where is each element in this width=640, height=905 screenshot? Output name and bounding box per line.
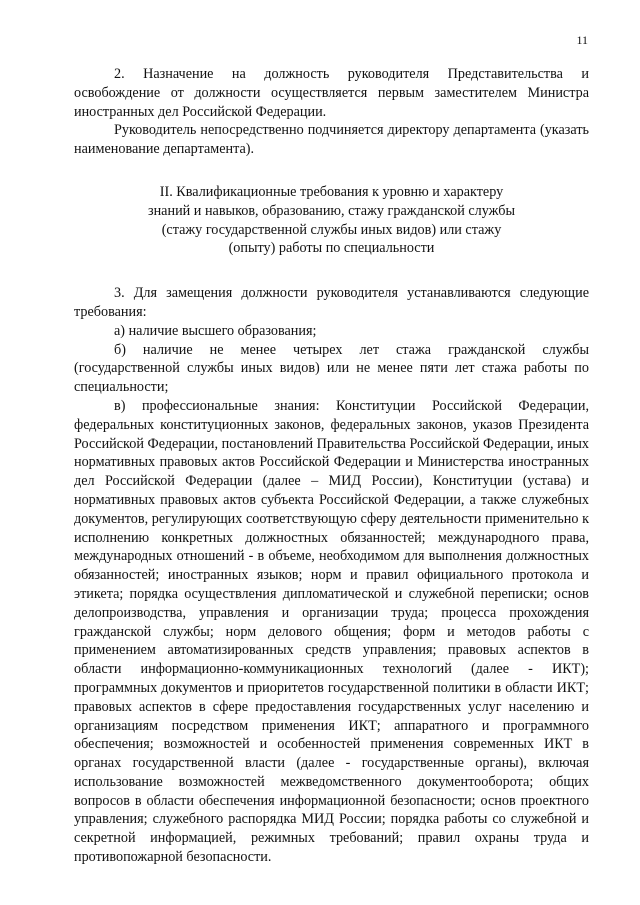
paragraph-requirement-c: в) профессиональные знания: Конституции Российской Федерации, федеральных конституционных законов, федеральных законов, указов Президента Российской Федерации, постановлений Правительства Российской Федерации, иных нормативных правовых актов Российской Федерации и Министерства иностранных дел Российской Федерации (далее – МИД России), Конституции (устава) и нормативных правовых актов субъекта Российской Федерации, а также служебных документов, регулирующих соответствующую сферу деятельности применительно к исполнению конкретных должностных обязанностей; международного права, международных отношений - в объеме, необходимом для выполнения должностных обязанностей; иностранных языков; норм и правил официального протокола и этикета; порядка осуществления дипломатической и служебной переписки; основ делопроизводства, управления и организации труда; процесса прохождения гражданской службы; норм делового общения; форм и методов работы с применением автоматизированных средств управления; правовых аспектов в области информационно-коммуникационных технологий (далее - ИКТ); программных документов и приоритетов государственной политики в области ИКТ; правовых аспектов в сфере предоставления государственных услуг населению и организациям посредством применения ИКТ; аппаратного и программного обеспечения; возможностей и особенностей применения современных ИКТ в органах государственной власти (далее - государственные органы), включая использование возможностей межведомственного документооборота; общих вопросов в области обеспечения информационной безопасности; основ проектного управления; служебного распорядка МИД России; порядка работы со служебной и секретной информацией, режимных требований; правил охраны труда и противопожарной безопасности.	[74, 397, 589, 866]
paragraph-requirement-a: а) наличие высшего образования;	[114, 322, 317, 339]
paragraph-subordination: Руководитель непосредственно подчиняется директору департамента (указать наименование департамента).	[74, 122, 589, 158]
section-heading-line: знаний и навыков, образованию, стажу гражданской службы	[147, 202, 516, 219]
paragraph-requirement-b: б) наличие не менее четырех лет стажа гражданской службы (государственной службы иных видов) или не менее пяти лет стажа работы по специальности;	[74, 341, 589, 396]
page-number: 11	[576, 33, 588, 47]
paragraph-appointment: 2. Назначение на должность руководителя Представительства и освобождение от должности осуществляется первым заместителем Министра иностранных дел Российской Федерации.	[74, 66, 589, 120]
paragraph-requirements-intro: 3. Для замещения должности руководителя устанавливаются следующие требования:	[74, 285, 589, 320]
section-heading	[74, 183, 589, 258]
section-heading-line: (опыту) работы по специальности	[228, 240, 435, 257]
document-body	[74, 65, 589, 867]
section-heading-line: II. Квалификационные требования к уровню и характеру	[159, 183, 504, 200]
section-heading-line: (стажу государственной службы иных видов) или стажу	[161, 221, 502, 238]
